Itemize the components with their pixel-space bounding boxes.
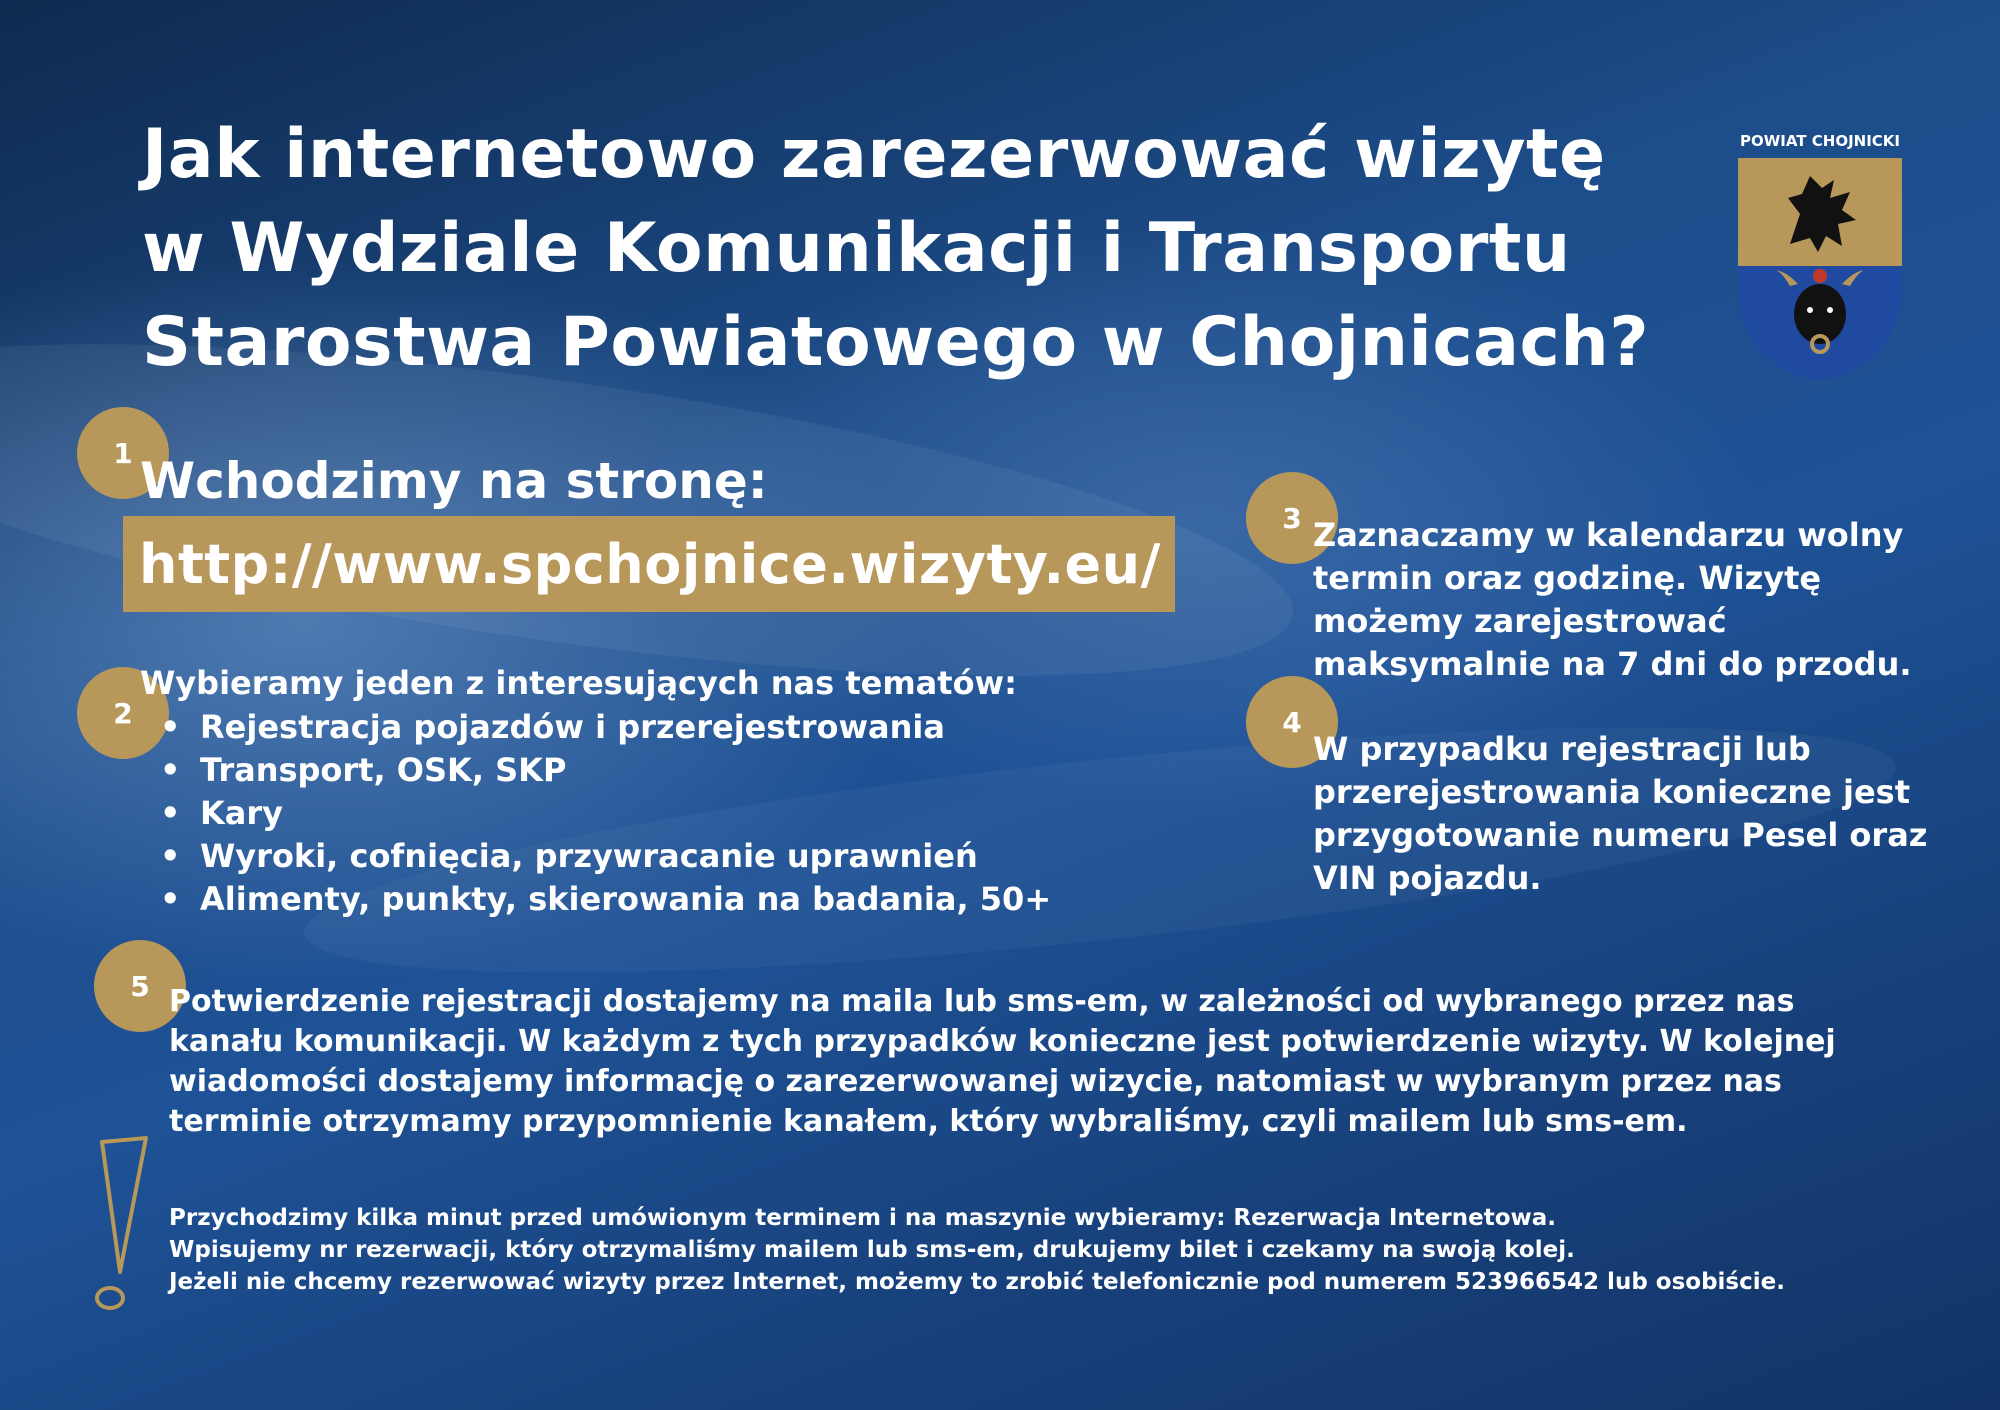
crest-shield-icon: [1730, 154, 1910, 384]
exclamation-icon: [88, 1130, 158, 1320]
step1-heading: Wchodzimy na stronę:: [140, 452, 768, 510]
list-item: • Wyroki, cofnięcia, przywracanie uprawnień: [160, 835, 1051, 878]
step2-heading: Wybieramy jeden z interesujących nas tematów:: [140, 664, 1017, 702]
reservation-url-link[interactable]: [123, 516, 1175, 612]
note-line: Jeżeli nie chcemy rezerwować wizyty przez Internet, możemy to zrobić telefonicznie pod numerem 523966542 lub osobiście.: [169, 1269, 1785, 1295]
powiat-crest-logo: [1730, 132, 1910, 382]
step-number: 5: [130, 969, 150, 1003]
list-item: • Transport, OSK, SKP: [160, 749, 1051, 792]
step4-text: W przypadku rejestracji lub przerejestrowania konieczne jest przygotowanie numeru Pesel oraz VIN pojazdu.: [1313, 730, 1928, 897]
title-line: Jak internetowo zarezerwować wizytę: [142, 115, 1606, 194]
title-line: Starostwa Powiatowego w Chojnicach?: [142, 303, 1650, 382]
step5-text: Potwierdzenie rejestracji dostajemy na maila lub sms-em, w zależności od wybranego przez nas kanału komunikacji. W każdym z tych przypadków konieczne jest potwierdzenie wizyty. W kolejnej wiadomości dostajemy informację o zarezerwowanej wizycie, natomiast w wybranym przez nas terminie otrzymamy przypomnienie kanałem, który wybraliśmy, czyli mailem lub sms-em.: [169, 984, 1836, 1139]
instructions-notes: [169, 1202, 1889, 1298]
crest-label: POWIAT CHOJNICKI: [1739, 132, 1900, 150]
note-line: Wpisujemy nr rezerwacji, który otrzymaliśmy mailem lub sms-em, drukujemy bilet i czekamy na swoją kolej.: [169, 1237, 1575, 1263]
list-item: • Kary: [160, 792, 1051, 835]
step-number: 1: [113, 436, 133, 470]
step3-text: Zaznaczamy w kalendarzu wolny termin oraz godzinę. Wizytę możemy zarejestrować maksymalnie na 7 dni do przodu.: [1313, 516, 1912, 683]
url-text: http://www.spchojnice.wizyty.eu/: [139, 532, 1161, 596]
list-item: • Alimenty, punkty, skierowania na badania, 50+: [160, 878, 1051, 921]
title-line: w Wydziale Komunikacji i Transportu: [142, 209, 1571, 288]
topics-list: [160, 706, 1051, 921]
note-line: Przychodzimy kilka minut przed umówionym terminem i na maszynie wybieramy: Rezerwacja Internetowa.: [169, 1205, 1557, 1231]
step-number: 4: [1282, 705, 1302, 739]
list-item: • Rejestracja pojazdów i przerejestrowania: [160, 706, 1051, 749]
step-number: 3: [1282, 501, 1302, 535]
page-title: [142, 108, 1702, 390]
step-number: 2: [113, 696, 133, 730]
